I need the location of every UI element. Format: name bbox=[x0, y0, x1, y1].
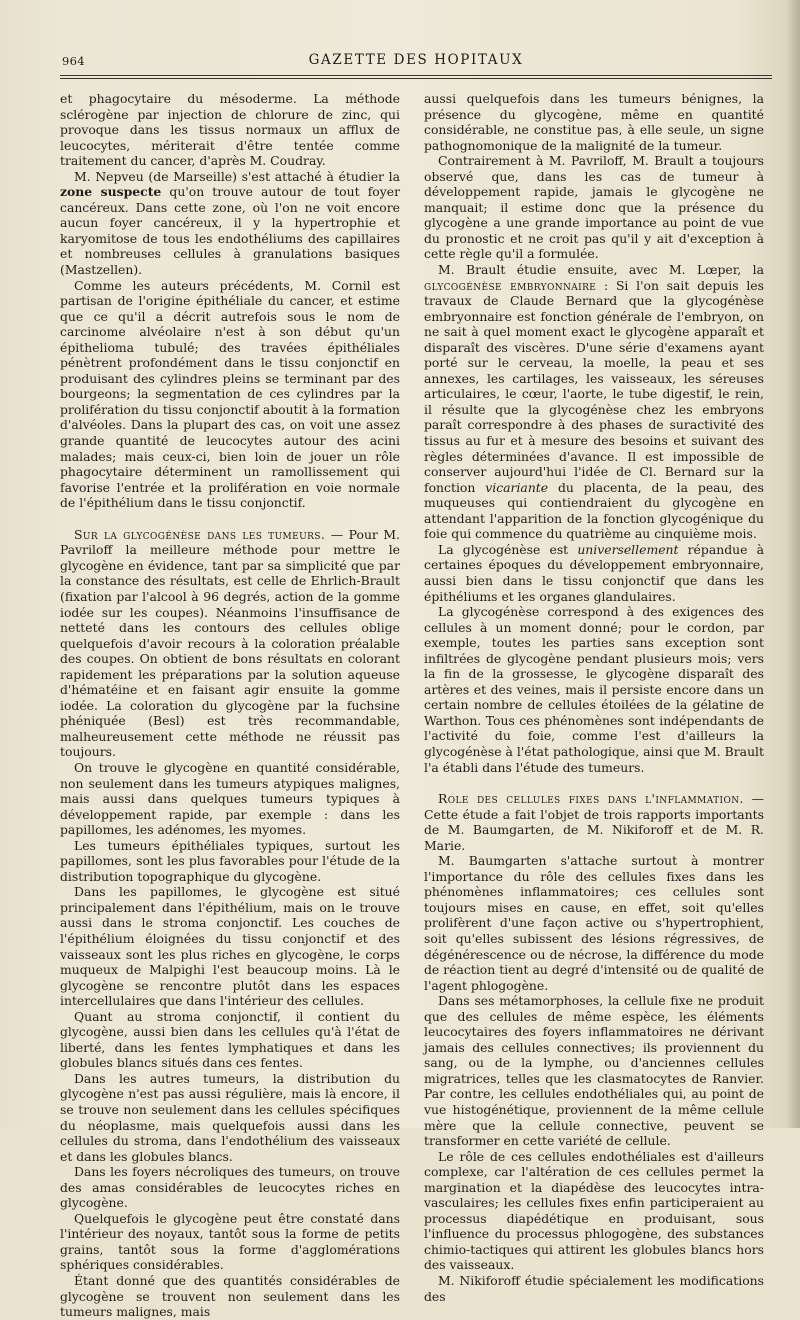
paragraph: On trouve le glycogène en quantité considérable, non seulement dans les tumeurs atypiques malignes, mais aussi dans quelques tumeurs typiques à développement rapide, par exemple : dans les papillomes, les adénomes, les myomes. bbox=[60, 759, 400, 838]
emphasis-zone-suspecte: zone suspecte bbox=[60, 184, 162, 200]
paragraph bbox=[60, 169, 400, 278]
text-run: — Cette étude a fait l'objet de trois rapports importants de M. Baumgarten, de M. Nikiforoff et de M. R. Marie. bbox=[424, 791, 764, 853]
text-run: : Si l'on sait depuis les travaux de Claude Bernard que la glycogénèse embryonnaire est fonction générale de l'embryon, on ne sait à quel moment exact le glycogène apparaît et disparaît des viscères. D'une série d'examens ayant porté sur le cerveau, la moelle, la peau et ses annexes, les cartilages, les vaisseaux, les séreuses articulaires, le cœur, l'aorte, le tube digestif, le rein, il résulte que la glycogénèse chez les embryons paraît correspondre à des phases de suractivité des tissus au fur et à mesure des besoins et suivant des règles déterminées d'avance. Il est impossible de conserver aujourd'hui l'idée de Cl. Bernard sur la fonction bbox=[424, 277, 764, 495]
emphasis-vicariante: vicariante bbox=[485, 479, 549, 495]
paragraph: Les tumeurs épithéliales typiques, surtout les papillomes, sont les plus favorables pour l'étude de la distribution topographique du glycogène. bbox=[60, 837, 400, 884]
paragraph: Quelquefois le glycogène peut être constaté dans l'intérieur des noyaux, tantôt sous la forme de petits grains, tantôt sous la forme d'agglomérations sphériques considérables. bbox=[60, 1210, 400, 1273]
paragraph: Dans les papillomes, le glycogène est situé principalement dans l'épithélium, mais on le trouve aussi dans le stroma conjonctif. Les couches de l'épithélium éloignées du tissu conjonctif et des vaisseaux sont les plus riches en glycogène, le corps muqueux de Malpighi l'est beaucoup moins. Là le glycogène se rencontre plutôt dans les espaces intercellulaires que dans l'intérieur des cellules. bbox=[60, 884, 400, 1009]
paragraph: Comme les auteurs précédents, M. Cornil est partisan de l'origine épithéliale du cancer, et estime que ce qu'il a décrit autrefois sous le nom de carcinome alvéolaire n'est à son début qu'un épithelioma tubulé; des travées épithéliales pénètrent profondément dans le tissu conjonctif en produisant des cylindres pleins se terminant par des bourgeons; la segmentation de ces cylindres par la prolifération du tissu conjonctif aboutit à la formation d'alvéoles. Dans la plupart des cas, on voit une assez grande quantité de leucocytes autour des acini malades; mais ceux-ci, bien loin de jouer un rôle phagocytaire déterminent un ramollissement qui favorise l'entrée et la prolifération en voie normale de l'épithélium dans le tissu conjonctif. bbox=[60, 277, 400, 511]
paragraph: M. Nikiforoff étudie spécialement les modifications des bbox=[424, 1273, 764, 1304]
header-rule-bottom bbox=[60, 78, 772, 79]
section-heading-cellules-fixes: Role des cellules fixes dans l'inflammation. bbox=[438, 791, 744, 807]
text-run: M. Nepveu (de Marseille) s'est attaché à étudier la bbox=[74, 168, 400, 184]
text-run: M. Brault étudie ensuite, avec M. Lœper, la bbox=[438, 262, 764, 278]
paragraph: Étant donné que des quantités considérables de glycogène se trouvent non seulement dans les tumeurs malignes, mais bbox=[60, 1273, 400, 1320]
paragraph: Le rôle de ces cellules endothéliales est d'ailleurs complexe, car l'altération de ces cellules permet la margination et la diapédèse des leucocytes intra-vasculaires; les cellules fixes enfin participeraient au processus diapédétique en produisant, sous l'influence du processus phlogogène, des substances chimio-tactiques qui attirent les globules blancs hors des vaisseaux. bbox=[424, 1148, 764, 1273]
page-header bbox=[62, 52, 770, 72]
paragraph: Contrairement à M. Pavriloff, M. Brault a toujours observé que, dans les cas de tumeur à développement rapide, jamais le glycogène ne manquait; il estime donc que la présence du glycogène a une grande importance au point de vue du pronostic et ne croit pas qu'il y ait d'exception à cette règle qu'il a formulée. bbox=[424, 153, 764, 262]
left-column bbox=[60, 91, 400, 1320]
page-number: 964 bbox=[62, 54, 85, 68]
paragraph bbox=[424, 542, 764, 604]
paragraph: La glycogénèse correspond à des exigences des cellules à un moment donné; pour le cordon, par exemple, toutes les parties sans exception sont infiltrées de glycogène pendant plusieurs mois; vers la fin de la grossesse, le glycogène disparaît des artères et des veines, mais il persiste encore dans un certain nombre de cellules étoilées de la gélatine de Warthon. Tous ces phénomènes sont indépendants de l'activité du foie, comme l'est d'ailleurs la glycogénèse à l'état pathologique, ainsi que M. Brault l'a établi dans l'étude des tumeurs. bbox=[424, 604, 764, 775]
page-edge-shadow bbox=[786, 0, 800, 1128]
text-run: — Pour M. Pavriloff la meilleure méthode pour mettre le glycogène en évidence, tant par sa simplicité que par la constance des résultats, est celle de Ehrlich-Brault (fixation par l'alcool à 96 degrés, action de la gomme iodée sur les coupes). Néanmoins l'insuffisance de netteté dans les contours des cellules oblige quelquefois d'avoir recours à la coloration préalable des coupes. On obtient de bons résultats en colorant rapidement les préparations par la solution aqueuse d'hématéine et en faisant agir ensuite la gomme iodée. La coloration du glycogène par la fuchsine phéniquée (Besl) est très recommandable, malheureusement cette méthode ne réussit pas toujours. bbox=[60, 526, 400, 760]
text-run: La glycogénèse est bbox=[438, 541, 578, 557]
paragraph: et phagocytaire du mésoderme. La méthode sclérogène par injection de chlorure de zinc, qui provoque dans les tissus normaux un afflux de leucocytes, mériterait d'être tentée comme traitement du cancer, d'après M. Coudray. bbox=[60, 91, 400, 169]
text-run: qu'on trouve autour de tout foyer cancéreux. Dans cette zone, où l'on ne voit encore aucun foyer cancéreux, il y la hypertrophie et karyomitose de tous les endothéliums des capillaires et nombreuses cellules à granulations basiques (Mastzellen). bbox=[60, 184, 400, 278]
paragraph: aussi quelquefois dans les tumeurs bénignes, la présence du glycogène, même en quantité considérable, ne constitue pas, à elle seule, un signe pathognomonique de la malignité de la tumeur. bbox=[424, 91, 764, 153]
paragraph: Dans les foyers nécroliques des tumeurs, on trouve des amas considérables de leucocytes riches en glycogène. bbox=[60, 1164, 400, 1211]
inline-heading-glycogenese-embryonnaire: glycogénèse embryonnaire bbox=[424, 277, 597, 293]
text-run: répandue à certaines époques du développement embryonnaire, aussi bien dans le tissu conjonctif que dans les épithéliums et les organes glandulaires. bbox=[424, 541, 764, 604]
header-rule-top bbox=[60, 75, 772, 76]
paragraph: Dans ses métamorphoses, la cellule fixe ne produit que des cellules de même espèce, les éléments leucocytaires des foyers inflammatoires ne dérivant jamais des cellules connectives; ils proviennent du sang, ou de la lymphe, ou d'anciennes cellules migratrices, telles que les clasmatocytes de Ranvier. Par contre, les cellules endothéliales qui, au point de vue histogénétique, proviennent de la même cellule mère que la cellule connective, peuvent se transformer en cette variété de cellule. bbox=[424, 993, 764, 1149]
text-run: du placenta, de la peau, des muqueuses qui contiendraient du glycogène en attendant l'apparition de la fonction glycogénique du foie qui commence du quatrième au cinquième mois. bbox=[424, 479, 764, 542]
section-heading-glycogenese: Sur la glycogénèse dans les tumeurs. bbox=[74, 526, 326, 542]
right-column bbox=[424, 91, 764, 1304]
paragraph: M. Baumgarten s'attache surtout à montrer l'importance du rôle des cellules fixes dans les phénomènes inflammatoires; ces cellules sont toujours mises en cause, en effet, soit qu'elles prolifèrent d'une façon active ou s'hypertrophient, soit qu'elles subissent des lésions régressives, de dégénérescence ou de nécrose, la différence du mode de réaction tient au degré d'intensité ou de qualité de l'agent phlogogène. bbox=[424, 853, 764, 993]
running-title: GAZETTE DES HOPITAUX bbox=[308, 52, 524, 68]
paragraph bbox=[424, 262, 764, 542]
section-paragraph bbox=[424, 791, 764, 853]
paragraph: Quant au stroma conjonctif, il contient du glycogène, aussi bien dans les cellules qu'à l'état de liberté, dans les fentes lymphatiques et dans les globules blancs situés dans ces fentes. bbox=[60, 1008, 400, 1071]
paragraph: Dans les autres tumeurs, la distribution du glycogène n'est pas aussi régulière, mais là encore, il se trouve non seulement dans les cellules spécifiques du néoplasme, mais quelquefois aussi dans les cellules du stroma, dans l'endothélium des vaisseaux et dans les globules blancs. bbox=[60, 1070, 400, 1164]
section-paragraph bbox=[60, 527, 400, 760]
emphasis-universellement: universellement bbox=[577, 541, 679, 557]
